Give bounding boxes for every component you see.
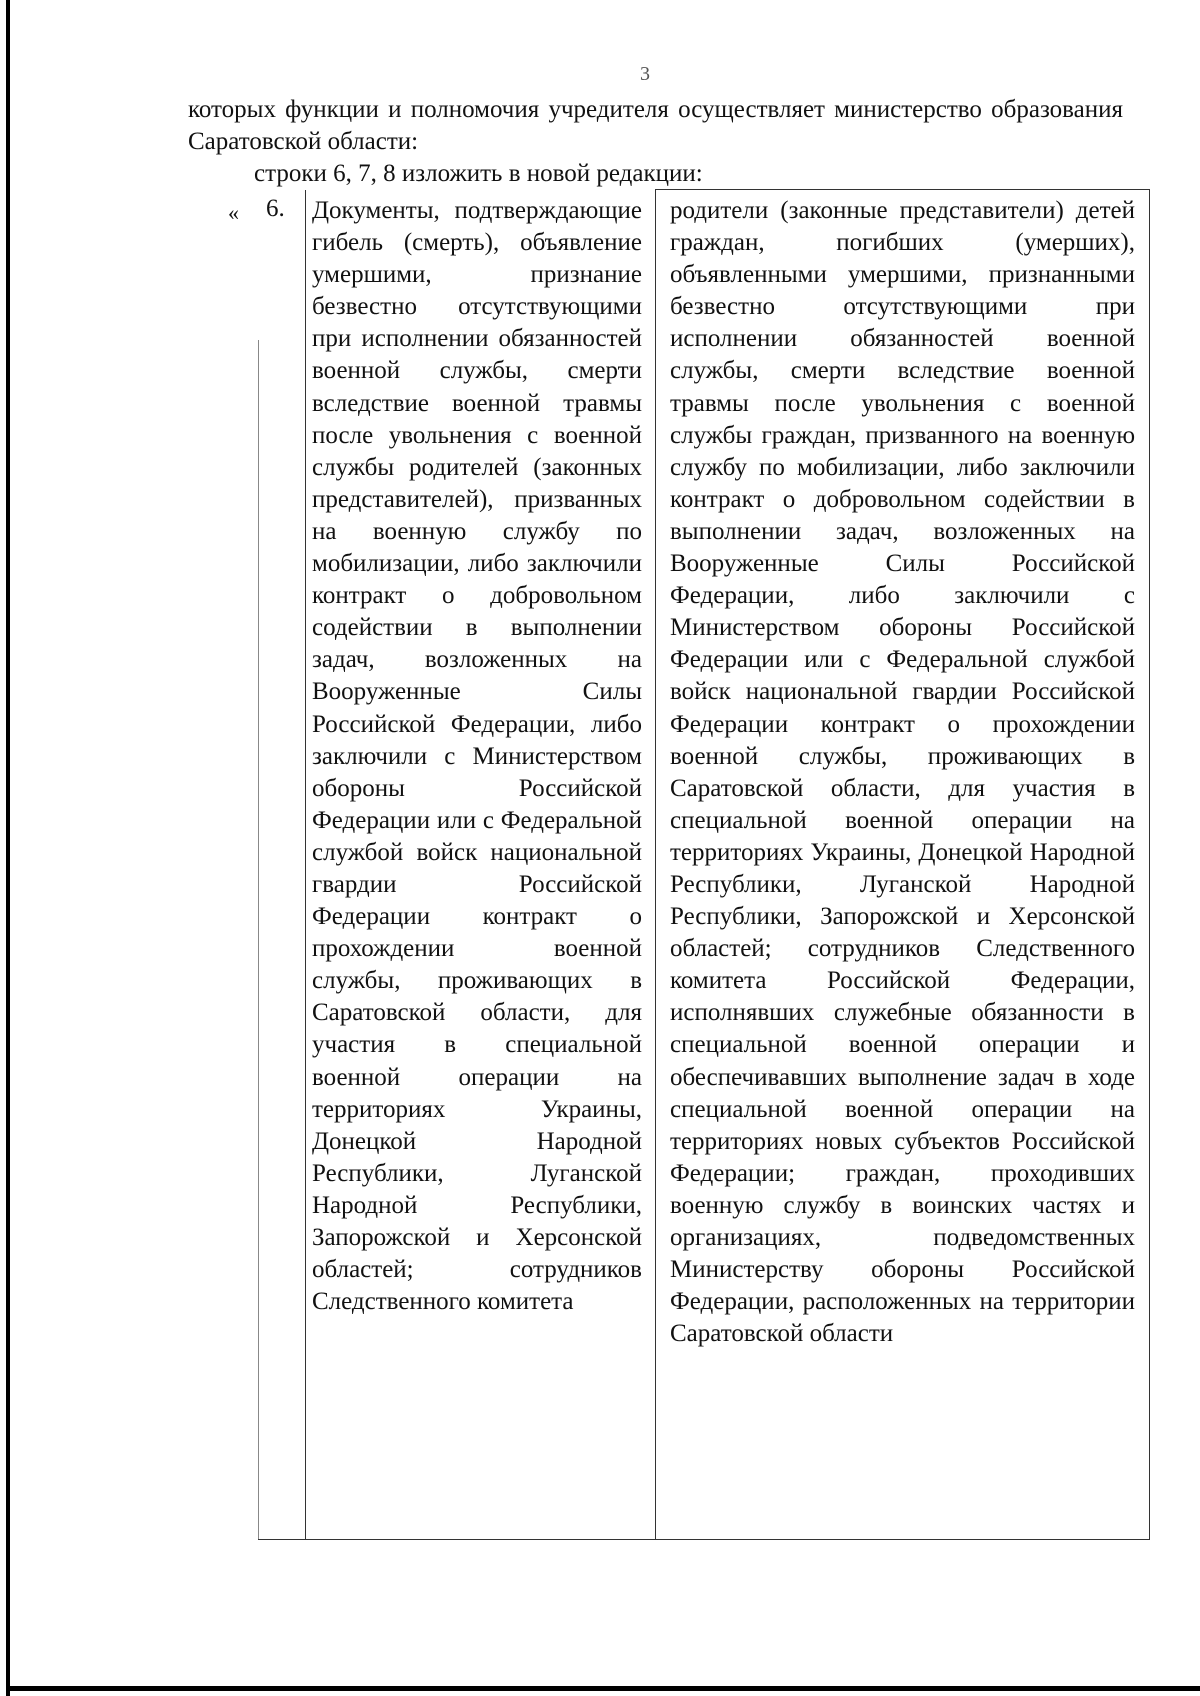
table-bottom-border — [258, 1539, 1150, 1540]
quote-mark: « — [228, 200, 239, 225]
intro-paragraph-1: которых функции и полномочия учредителя осуществляет министерство образования Саратовской области: — [188, 96, 1123, 155]
table-top-border — [655, 189, 1150, 190]
scan-bottom-edge — [6, 1686, 1200, 1691]
scan-left-edge — [6, 0, 10, 1696]
intro-paragraph-2: строки 6, 7, 8 изложить в новой редакции: — [254, 160, 703, 187]
row-number: 6. — [266, 195, 285, 222]
table-column-divider-1 — [305, 190, 306, 1540]
table-column-divider-2 — [655, 190, 656, 1540]
page-number: 3 — [640, 63, 650, 85]
table-cell-documents: Документы, подтверждающие гибель (смерть), объявление умершими, признание безвестно отсутствующими при исполнении обязанностей военной службы, смерти вследствие военной травмы после увольнения с военной службы родителей (законных представителей), призванных на военную службу по мобилизации, либо заключили контракт о добровольном содействии в выполнении задач, возложенных на Вооруженные Силы Российской Федерации, либо заключили с Министерством обороны Российской Федерации или с Федеральной службой войск национальной гвардии Российской Федерации контракт о прохождении военной службы, проживающих в Саратовской области, для участия в специальной военной операции на территориях Украины, Донецкой Народной Республики, Луганской Народной Республики, Запорожской и Херсонской областей; сотрудников Следственного комитета — [312, 197, 642, 1316]
table-left-border — [258, 340, 259, 1540]
table-right-border — [1149, 190, 1150, 1540]
table-cell-recipients: родители (законные представители) детей граждан, погибших (умерших), объявленными умершими, признанными безвестно отсутствующими при исполнении обязанностей военной службы, смерти вследствие военной травмы после увольнения с военной службы граждан, призванного на военную службу по мобилизации, либо заключили контракт о добровольном содействии в выполнении задач, возложенных на Вооруженные Силы Российской Федерации, либо заключили с Министерством обороны Российской Федерации или с Федеральной службой войск национальной гвардии Российской Федерации контракт о прохождении военной службы, проживающих в Саратовской области, для участия в специальной военной операции на территориях Украины, Донецкой Народной Республики, Луганской Народной Республики, Запорожской и Херсонской областей; сотрудников Следственного комитета Российской Федерации, исполнявших служебные обязанности в специальной военной операции и обеспечивавших выполнение задач в ходе специальной военной операции на территориях новых субъектов Российской Федерации; граждан, проходивших военную службу в воинских частях и организациях, подведомственных Министерству обороны Российской Федерации, расположенных на территории Саратовской области — [670, 197, 1135, 1348]
